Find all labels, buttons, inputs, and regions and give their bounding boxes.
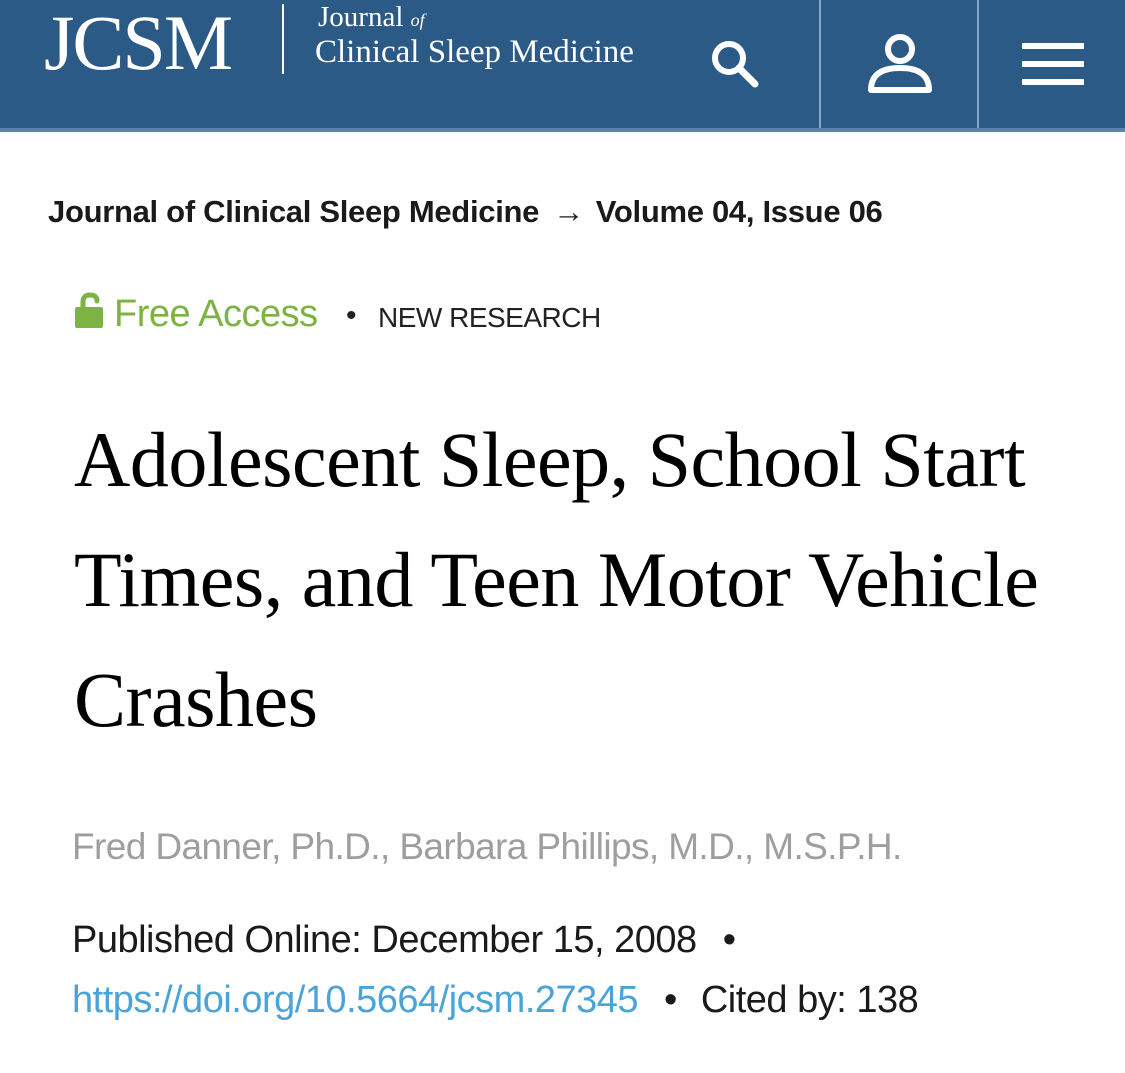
breadcrumb (48, 190, 882, 234)
logo-of-word: of (410, 10, 425, 30)
search-button[interactable] (690, 0, 780, 128)
published-date: Published Online: December 15, 2008 (72, 919, 697, 961)
breadcrumb-issue-link[interactable]: Volume 04, Issue 06 (595, 194, 883, 229)
logo-journal-line[interactable] (318, 2, 425, 35)
publication-info (72, 912, 736, 968)
menu-icon (1022, 43, 1084, 85)
account-button[interactable] (822, 0, 978, 128)
separator-dot: • (664, 979, 677, 1021)
breadcrumb-arrow-icon: → (553, 194, 584, 229)
doi-row (72, 972, 918, 1028)
site-header (0, 0, 1125, 132)
separator-dot: • (722, 919, 736, 961)
menu-button[interactable] (980, 0, 1125, 128)
unlocked-icon (74, 291, 108, 331)
separator-dot: • (346, 299, 357, 332)
article-title: Adolescent Sleep, School Start Times, and Teen Motor Vehicle Crashes (74, 416, 1039, 743)
doi-link[interactable]: https://doi.org/10.5664/jcsm.27345 (72, 979, 639, 1021)
header-divider (977, 0, 979, 128)
search-icon (707, 36, 763, 92)
logo-journal-word: Journal (318, 1, 404, 33)
cited-by-count[interactable]: Cited by: 138 (700, 979, 919, 1021)
logo-abbreviation[interactable]: JCSM (44, 0, 232, 86)
logo-journal-name[interactable]: Clinical Sleep Medicine (315, 34, 634, 70)
article-type-label: NEW RESEARCH (378, 302, 601, 333)
article-authors[interactable]: Fred Danner, Ph.D., Barbara Phillips, M.D., M.S.P.H. (72, 826, 902, 867)
user-icon (865, 32, 935, 96)
header-divider (819, 0, 821, 128)
logo-divider (282, 4, 284, 74)
free-access-label: Free Access (114, 293, 318, 335)
breadcrumb-journal-link[interactable]: Journal of Clinical Sleep Medicine (48, 194, 540, 229)
